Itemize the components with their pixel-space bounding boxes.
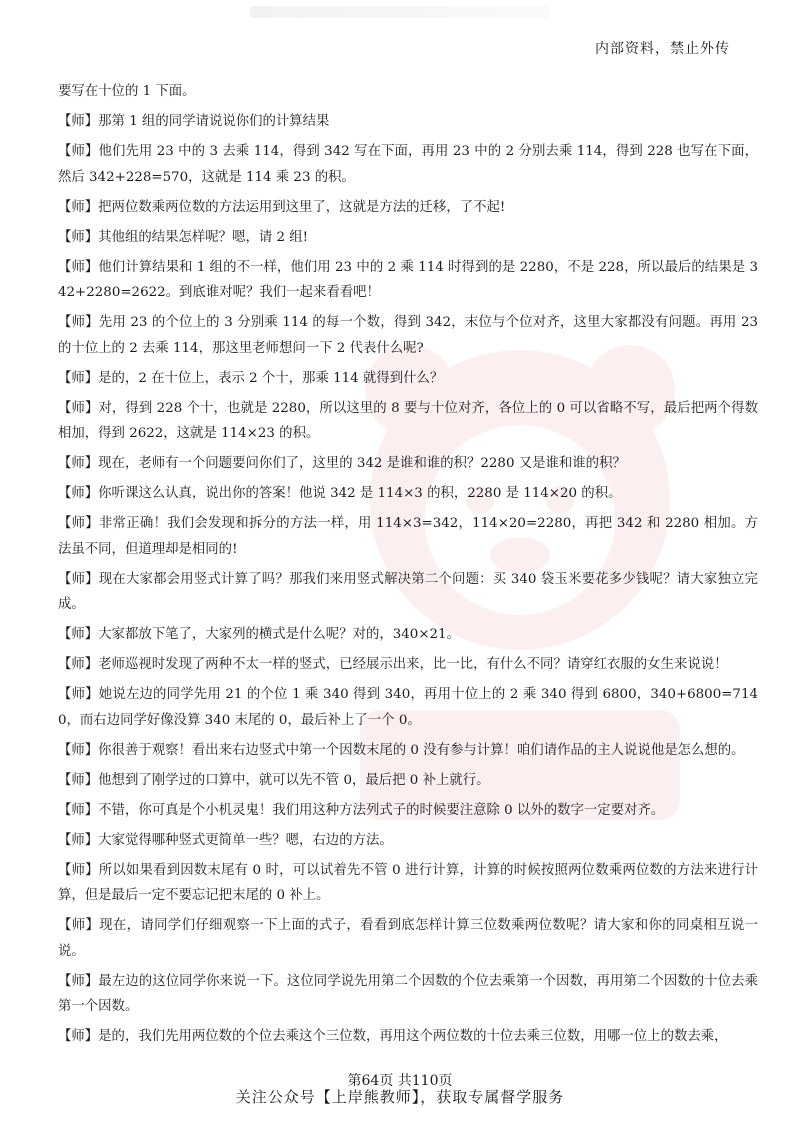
confidential-note: 内部资料，禁止外传 bbox=[595, 41, 730, 57]
paragraph: 【师】你很善于观察！看出来右边竖式中第一个因数末尾的 0 没有参与计算！咱们请作品的主人说说他是怎么想的。 bbox=[58, 742, 745, 758]
lesson-transcript bbox=[58, 79, 758, 1054]
paragraph: 【师】不错，你可真是个小机灵鬼！我们用这种方法列式子的时候要注意除 0 以外的数字一定要对齐。 bbox=[58, 802, 665, 818]
paragraph: 【师】他想到了刚学过的口算中，就可以先不管 0，最后把 0 补上就行。 bbox=[58, 772, 490, 788]
paragraph: 【师】大家觉得哪种竖式更简单一些？嗯，右边的方法。 bbox=[58, 832, 393, 848]
paragraph: 【师】是的，2 在十位上，表示 2 个十，那乘 114 就得到什么？ bbox=[58, 370, 444, 386]
paragraph: 【师】他们先用 23 中的 3 去乘 114，得到 342 写在下面，再用 23 中的 2 分别去乘 114，得到 228 也写在下面，然后 342+228=570，这就是 114 乘 23 的积。 bbox=[58, 144, 758, 185]
paragraph: 【师】其他组的结果怎样呢？嗯，请 2 组! bbox=[58, 229, 309, 245]
paragraph: 【师】你听课这么认真，说出你的答案！他说 342 是 114×3 的积，2280 是 114×20 的积。 bbox=[58, 486, 622, 501]
paragraph: 【师】先用 23 的个位上的 3 分别乘 114 的每一个数，得到 342，末位与个位对齐，这里大家都没有问题。再用 23 的十位上的 2 去乘 114，那这里老师想问一下 2 代表什么呢? bbox=[58, 315, 758, 356]
header-faint-banner bbox=[250, 6, 550, 18]
paragraph: 【师】非常正确！我们会发现和拆分的方法一样，用 114×3=342，114×20=2280，再把 342 和 2280 相加。方法虽不同，但道理却是相同的! bbox=[58, 516, 758, 557]
page-number: 第64页 共110页 bbox=[347, 1073, 453, 1089]
paragraph: 【师】对，得到 228 个十，也就是 2280，所以这里的 8 要与十位对齐，各位上的 0 可以省略不写，最后把两个得数相加，得到 2622，这就是 114×23 的积。 bbox=[58, 400, 758, 441]
paragraph: 【师】所以如果看到因数末尾有 0 时，可以试着先不管 0 进行计算，计算的时候按照两位数乘两位数的方法来进行计算，但是最后一定不要忘记把末尾的 0 补上。 bbox=[58, 862, 758, 903]
paragraph: 【师】最左边的这位同学你来说一下。这位同学说先用第二个因数的个位去乘第一个因数，再用第二个因数的十位去乘第一个因数。 bbox=[58, 973, 758, 1014]
promo-text: 关注公众号【上岸熊教师】，获取专属督学服务 bbox=[235, 1088, 565, 1106]
paragraph: 【师】把两位数乘两位数的方法运用到这里了，这就是方法的迁移，了不起! bbox=[58, 199, 506, 215]
paragraph: 【师】他们计算结果和 1 组的不一样，他们用 23 中的 2 乘 114 时得到的是 2280，不是 228，所以最后的结果是 342+2280=2622。到底谁对呢？我们一起来看看吧！ bbox=[58, 259, 758, 300]
paragraph: 【师】是的，我们先用两位数的个位去乘这个三位数，再用这个两位数的十位去乘三位数，用哪一位上的数去乘， bbox=[58, 1029, 728, 1044]
paragraph: 【师】现在，请同学们仔细观察一下上面的式子，看看到底怎样计算三位数乘两位数呢？请大家和你的同桌相互说一说。 bbox=[58, 918, 758, 959]
paragraph: 【师】她说左边的同学先用 21 的个位 1 乘 340 得到 340，再用十位上的 2 乘 340 得到 6800，340+6800=7140，而右边同学好像没算 340 末尾的 0，最后补上了一个 0。 bbox=[58, 687, 758, 728]
paragraph: 要写在十位的 1 下面。 bbox=[58, 84, 196, 99]
paragraph: 【师】大家都放下笔了，大家列的横式是什么呢？对的，340×21。 bbox=[58, 627, 460, 642]
paragraph: 【师】现在大家都会用竖式计算了吗？那我们来用竖式解决第二个问题：买 340 袋玉米要花多少钱呢？请大家独立完成。 bbox=[58, 571, 758, 612]
paragraph: 【师】现在，老师有一个问题要问你们了，这里的 342 是谁和谁的积？2280 又是谁和谁的积？ bbox=[58, 456, 626, 471]
paragraph: 【师】老师巡视时发现了两种不太一样的竖式，已经展示出来，比一比，有什么不同？请穿红衣服的女生来说说！ bbox=[58, 657, 728, 672]
paragraph: 【师】那第 1 组的同学请说说你们的计算结果 bbox=[58, 114, 330, 129]
